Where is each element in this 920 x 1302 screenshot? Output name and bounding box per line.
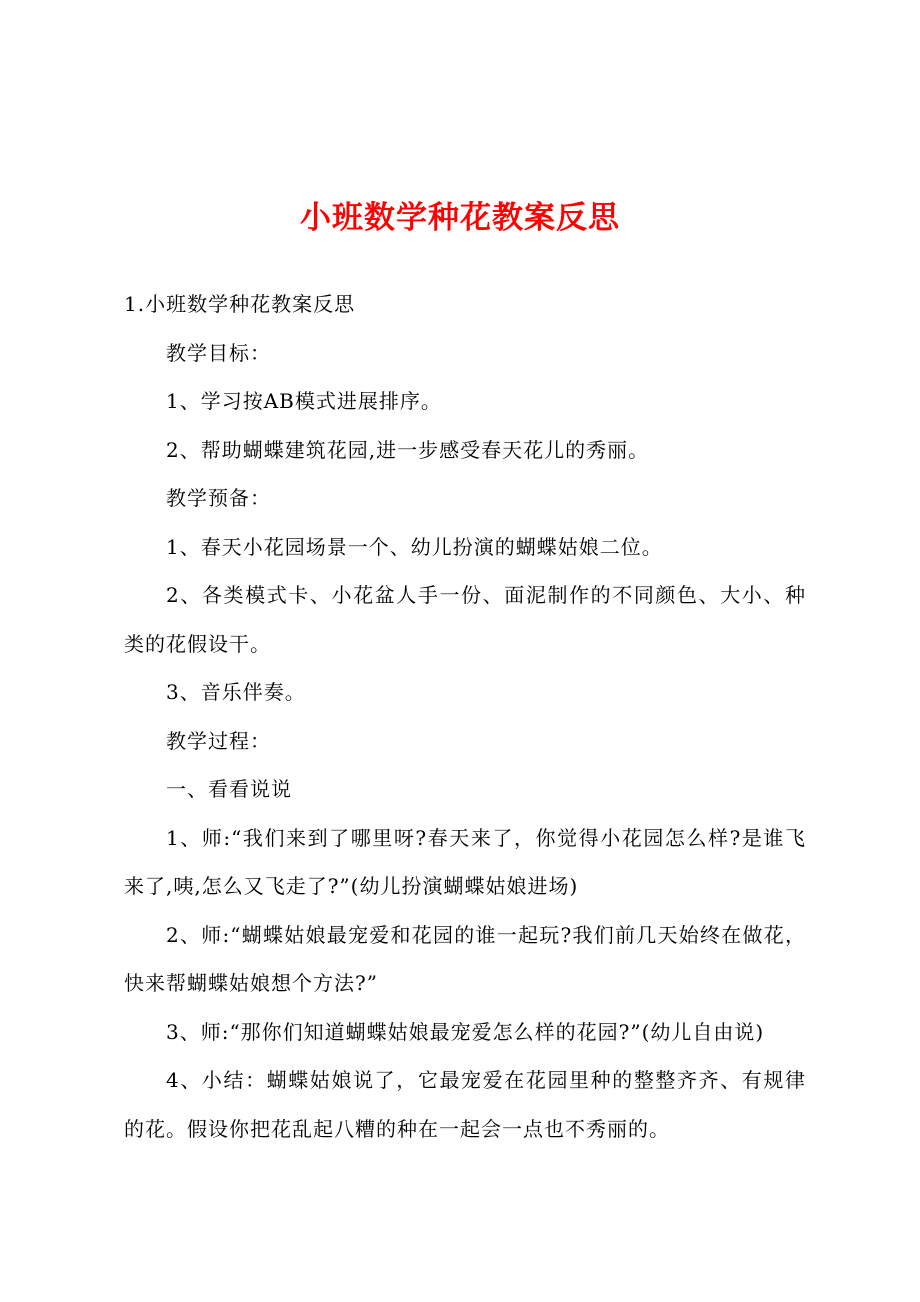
document-title: 小班数学种花教案反思 [300,200,620,236]
paragraph-process-label: 教学过程： [166,728,271,753]
paragraph-prep-1: 1、春天小花园场景一个、幼儿扮演的蝴蝶姑娘二位。 [166,534,663,559]
paragraph-prep-2: 2、各类模式卡、小花盆人手一份、面泥制作的不同颜色、大小、种类的花假设干。 [124,583,806,656]
paragraph-prep-3: 3、音乐伴奏。 [166,680,306,704]
paragraph-goal-1: 1、学习按AB模式进展排序。 [166,389,442,413]
paragraph-goals-label: 教学目标： [166,340,271,365]
paragraph-process-part-1: 一、看看说说 [166,777,292,801]
section-heading: 1.小班数学种花教案反思 [124,292,356,316]
paragraph-process-3: 3、师:“那你们知道蝴蝶姑娘最宠爱怎么样的花园?”(幼儿自由说) [166,1019,765,1044]
paragraph-process-1: 1、师:“我们来到了哪里呀?春天来了，你觉得小花园怎么样?是谁飞来了,咦,怎么又飞走了?”(幼儿扮演蝴蝶姑娘进场) [124,825,806,898]
paragraph-goal-2: 2、帮助蝴蝶建筑花园,进一步感受春天花儿的秀丽。 [166,437,650,462]
document-body [124,280,806,1153]
paragraph-process-4: 4、小结：蝴蝶姑娘说了，它最宠爱在花园里种的整整齐齐、有规律的花。假设你把花乱起八糟的种在一起会一点也不秀丽的。 [124,1068,806,1141]
paragraph-process-2: 2、师:“蝴蝶姑娘最宠爱和花园的谁一起玩?我们前几天始终在做花，快来帮蝴蝶姑娘想个方法?” [124,922,806,995]
paragraph-prep-label: 教学预备： [166,486,271,510]
